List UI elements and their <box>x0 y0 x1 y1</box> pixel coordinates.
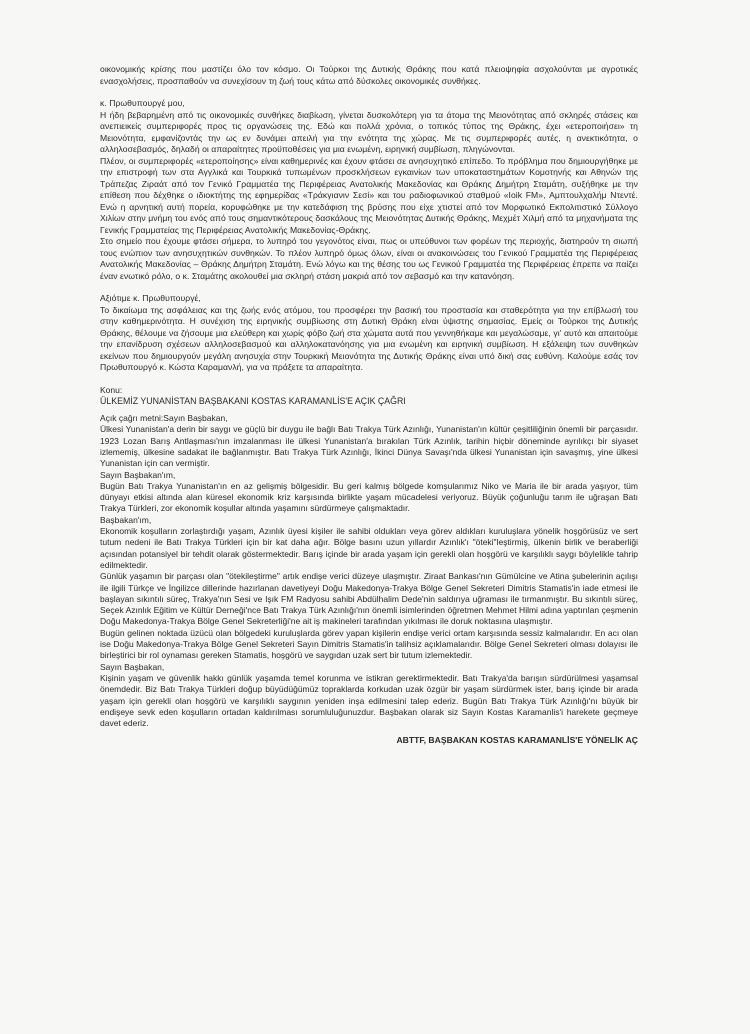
turkish-paragraph: Bugün gelinen noktada üzücü olan bölgedeki kuruluşlarda görev yapan kişilerin endişe verici ortam karşısında sessiz kalmalarıdır. En acı olan ise Doğu Makedonya-Trakya Bölge Genel Sekreteri Sayın Dimitris Stamatis'in talihsiz açıklamalarıdır. Bölge Genel Sekreteri olması dolayısı ile birleştirici bir rol oynaması gereken Stamatis, hoşgörü ve saygıdan uzak sert bir tutum izlemektedir. <box>100 627 638 661</box>
turkish-salutation: Sayın Başbakan, <box>100 661 165 672</box>
greek-salutation: κ. Πρωθυπουργέ μου, <box>100 98 185 108</box>
subject-label: Konu: <box>100 384 123 395</box>
turkish-paragraph: Bugün Batı Trakya Yunanistan'ın en az gelişmiş bölgesidir. Bu geri kalmış bölgede komşularımız Niko ve Maria ile bir arada yaşıyor, tüm dünyayı etkisi altında alan küresel ekonomik kriz karşısında birlikte yaşam mücadelesi veriyoruz. Büyük çoğunluğu tarım ile uğraşan Batı Trakya Türkleri, zor ekonomik koşullar altında yaşamını sürdürmeye çalışmaktadır. <box>100 480 638 514</box>
greek-paragraph: Η ήδη βεβαρημένη από τις οικονομικές συνθήκες διαβίωση, γίνεται δυσκολότερη για τα άτομα της Μειονότητας από σκληρές στάσεις και ανεπιεικείς συμπεριφορές προς τις οργανώσεις της. Εδώ και πολλά χρόνια, ο τοπικός τύπος της Θράκης, έχει «ετεροποιήσει» τη Μειονότητα, εμφανίζοντάς την ως εν δυνάμει απειλή για την ενότητα της χώρας. Με τις συμπεριφορές αυτές, η ανεκτικότητα, ο αλληλοσεβασμός, δηλαδή οι απαραίτητες προϋποθέσεις για μια ενωμένη, ειρηνική συμβίωση, πληγώνονται. <box>100 109 638 154</box>
turkish-paragraph: Ekonomik koşulların zorlaştırdığı yaşam, Azınlık üyesi kişiler ile sahibi oldukları veya görev aldıkları kuruluşlara yönelik hoşgörüsüz ve sert tutum nedeni ile Batı Trakya Türkleri için bir kat daha ağır. Bölge basını uzun yıllardır Azınlık'ı "öteki"leştirmiş, ülkenin birlik ve beraberliği açısından potansiyel bir tehdit olarak göstermektedir. Barış içinde bir arada yaşam için gerekli olan hoşgörü ve karşılıklı saygı böylelikle tahrip edilmektedir. <box>100 526 638 570</box>
turkish-salutation: Sayın Başbakan'ım, <box>100 469 176 480</box>
turkish-paragraph: Günlük yaşamın bir parçası olan "ötekileştirme" artık endişe verici düzeye ulaşmıştır. Ziraat Bankası'nın Gümülcine ve Atina şubelerinin açılışı ile ilgili Türkçe ve İngilizce dillerinde hazırlanan davetiyeyi Doğu Makedonya-Trakya Bölge Genel Sekreteri Dimitris Stamatis'in iade etmesi ile başlayan sıkıntılı süreç, Trakya'nın Sesi ve Işık FM Radyosu sahibi Abdülhalim Dede'nin saldırıya uğraması ile tırmanmıştır. Bu sıkıntılı süreç, Seçek Azınlık Eğitim ve Kültür Derneği'nce Batı Trakya Türk Azınlığı'nın önemli isimlerinden öğretmen Mehmet Hilmi adına yaptırılan çeşmenin Doğu Makedonya-Trakya Bölge Genel Sekreterliği'ne ait iş makineleri tarafından yıkılması ile doruk noktasına ulaşmıştır. <box>100 571 638 627</box>
turkish-opening: Açık çağrı metni:Sayın Başbakan, <box>100 413 228 424</box>
signature-line: ABTTF, BAŞBAKAN KOSTAS KARAMANLİS'E YÖNELİK AÇ <box>396 735 638 746</box>
subject-heading: ÜLKEMİZ YUNANİSTAN BAŞBAKANI KOSTAS KARAMANLİS'E AÇIK ÇAĞRI <box>100 395 406 406</box>
greek-paragraph: Το δικαίωμα της ασφάλειας και της ζωής ενός ατόμου, του προσφέρει την βασική του προστασία και σταθερότητα για την επίβλωσή του στην καθημερινότητα. Η συνέχιση της ειρηνικής συμβίωσης στη Δυτική Θράκη είναι ύψιστης σημασίας. Εμείς οι Τούρκοι της Δυτικής Θράκης, θέλουμε να ζήσουμε μια ελεύθερη και χωρίς φόβο ζωή στα χώματα αυτά που γεννηθήκαμε και μεγαλώσαμε, γι' αυτό και απαιτούμε την επανίδρυση σχέσεων αλληλοσεβασμού και αλληλοκατανόησης για μια ενωμένη και ειρηνική συμβίωση. Η εξάλειψη των συνθηκών εκείνων που δημιουργούν μεγάλη ανησυχία στην Τουρκική Μειονότητα της Δυτικής Θράκης είναι υπό δική σας ευθύνη. Καλούμε εσάς τον Πρωθυπουργό κ. Κώστα Καραμανλή, για να πράξετε τα απαραίτητα. <box>100 304 638 372</box>
greek-salutation: Αξιότιμε κ. Πρωθυπουργέ, <box>100 293 201 303</box>
turkish-paragraph: Kişinin yaşam ve güvenlik hakkı günlük yaşamda temel korunma ve istikran gerektirmektedir. Batı Trakya'da barışın sürdürülmesi yaşamsal önemdedir. Biz Batı Trakya Türkleri doğup büyüdüğümüz topraklarda korkudan uzak özgür bir yaşam sürdürmek ister, barış içinde bir arada yaşam için gerekli olan hoşgörü ve karşılıklı saygının yeniden inşa edilmesini talep ederiz. Bugün Batı Trakya Türk Azınlığı'nı büyük bir endişeye sevk eden koşulların ortadan kaldırılması sorumluluğunuzdur. Başbakan olarak siz Sayın Kostas Karamanlis'i harekete geçmeye davet ederiz. <box>100 672 638 729</box>
greek-intro-paragraph: οικονομικής κρίσης που μαστίζει όλο τον κόσμο. Οι Τούρκοι της Δυτικής Θράκης που κατά πλειοψηφία ασχολούνται με αγροτικές ενασχολήσεις, προσπαθούν να συνεχίσουν τη ζωή τους κάτω από δύσκολες οικονομικές συνθήκες. <box>100 64 638 86</box>
greek-paragraph: Πλέον, οι συμπεριφορές «ετεροποίησης» είναι καθημερινές και έχουν φτάσει σε ανησυχητικό επίπεδο. Το πρόβλημα που δημιουργήθηκε με την επιστροφή των στα Αγγλικά και Τουρκικά τυπωμένων προσκλήσεων εγκαινίων των υποκαταστημάτων Κομοτηνής και Αθηνών της Τράπεζας Ζιραάτ από τον Γενικό Γραμματέα της Περιφέρειας Ανατολικής Μακεδονίας και Θράκης Δημήτρη Σταμάτη, συξήθηκε με την επίθεση που δέχθηκε ο ιδιοκτήτης της εφημερίδας «Τράκγιανιν Σεσί» και του ραδιοφωνικού σταθμού «Ioik FM», Αμπτουλχαλήμ Ντεντέ. Ενώ η αρνητική αυτή πορεία, κορυφώθηκε με την κατεδάφιση της βρύσης που είχε χτιστεί από τον Μορφωτικό Εκπολιτιστικό Σύλλογο Χιλίων στην μνήμη του ενός από τους σημαντικότερους δασκάλους της Μειονότητας Δυτικής Θράκης, Μεχμέτ Χιλμή από τα μηχανήματα της Γενικής Γραμματείας της Περιφέρειας Ανατολικής Μακεδονίας-Θράκης. <box>100 155 638 235</box>
greek-letter <box>100 64 638 374</box>
greek-paragraph: Στο σημείο που έχουμε φτάσει σήμερα, το λυπηρό του γεγονότος είναι, πως οι υπεύθυνοι των φορέων της περιοχής, διατηρούν τη σιωπή τους ενώπιον των ανησυχητικών συνθηκών. Το πλέον λυπηρό όμως όλων, είναι οι ανακοινώσεις του Γενικού Γραμματέα της Περιφέρειας Ανατολικής Μακεδονίας – Θράκης Δημήτρη Σταμάτη. Ενώ λόγω και της θέσης του ως Γενικού Γραμματέα της Περιφέρειας έπρεπε να παίζει έναν ενωτικό ρόλο, ο κ. Σταμάτης ακολουθεί μια σκληρή στάση μακριά από τον σεβασμό και την κατανόηση. <box>100 236 638 281</box>
turkish-paragraph: Ülkesi Yunanistan'a derin bir saygı ve güçlü bir duygu ile bağlı Batı Trakya Türk Azınlığı, Yunanistan'ın kültür çeşitliliğinin önemli bir parçasıdır. 1923 Lozan Barış Antlaşması'nın imzalanması ile ülkesi Yunanistan'a bırakılan Türk Azınlık, tarihin hiçbir döneminde ayrılıkçı bir siyaset izlememiş, ülkesine sadakat ile bağlanmıştır. Batı Trakya Türk Azınlığı, İkinci Dünya Savaşı'nda ülkesi Yunanistan için savaşmış, yine ülkesi Yunanistan için can vermiştir. <box>100 424 638 469</box>
turkish-letter <box>100 385 638 730</box>
turkish-salutation: Başbakan'ım, <box>100 514 152 525</box>
